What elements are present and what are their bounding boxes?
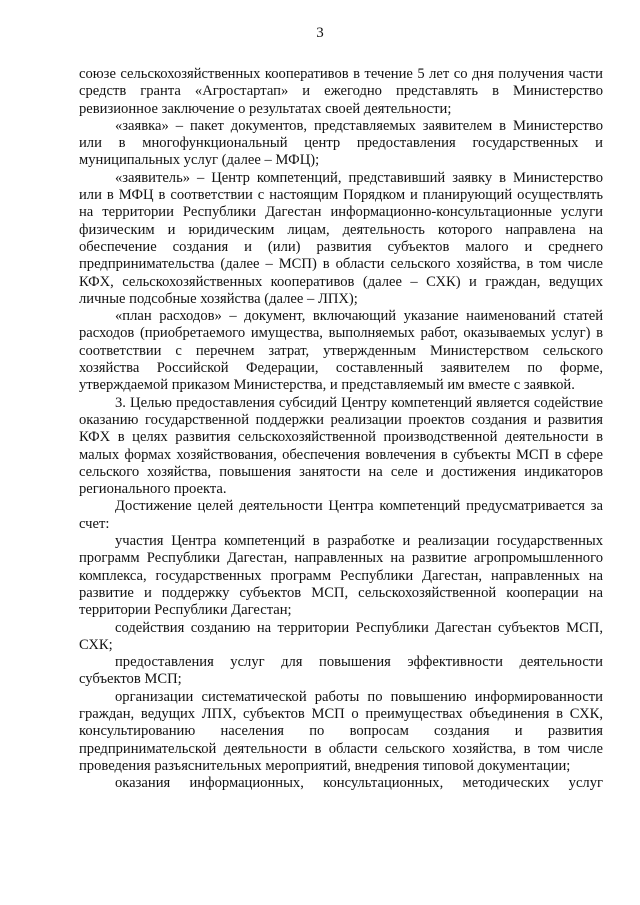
paragraph-goal-consulting: оказания информационных, консультационных, методических услуг [115,775,603,792]
paragraph-definition-plan-raskhodov: «план расходов» – документ, включающий указание наименований статей расходов (приобретаемого имущества, выполняемых работ, оказываемых услуг) в соответствии с перечнем затрат, утвержденным Министерством сельского хозяйства Российской Федерации, составленный заявителем по форме, утверждаемой приказом Министерства, и представляемый им вместе с заявкой. [79,308,603,394]
paragraph-clause-3: 3. Целью предоставления субсидий Центру компетенций является содействие оказанию государственной поддержки реализации проектов создания и развития КФХ в целях развития сельскохозяйственной производственной деятельности в малых формах хозяйствования, обеспечения вовлечения в субъекты МСП в сфере сельского хозяйства, повышения занятости на селе и достижения индикаторов регионального проекта. [79,394,603,498]
paragraph-goal-participation: участия Центра компетенций в разработке и реализации государственных программ Республики Дагестан, направленных на развитие агропромышленного комплекса, государственных программ Республики Дагестан, направленных на развитие и поддержку субъектов МСП, сельскохозяйственной кооперации на территории Республики Дагестан; [79,533,603,619]
paragraph-goal-awareness: организации систематической работы по повышению информированности граждан, ведущих ЛПХ, субъектов МСП о преимуществах объединения в СХК, консультированию населения по вопросам создания и развития предпринимательской деятельности в области сельского хозяйства, в том числе проведения разъяснительных мероприятий, внедрения типовой документации; [79,688,603,774]
document-body [79,66,603,792]
paragraph-goal-creation: содействия созданию на территории Республики Дагестан субъектов МСП, СХК; [79,619,603,653]
paragraph-goals-intro: Достижение целей деятельности Центра компетенций предусматривается за счет: [79,498,603,532]
paragraph-goal-services: предоставления услуг для повышения эффективности деятельности субъектов МСП; [79,654,603,688]
paragraph-continuation: союзе сельскохозяйственных кооперативов в течение 5 лет со дня получения части средств гранта «Агростартап» и ежегодно представлять в Министерство ревизионное заключение о результатах своей деятельности; [79,66,603,117]
page-number: 3 [316,25,324,41]
paragraph-definition-zayavitel: «заявитель» – Центр компетенций, представивший заявку в Министерство или в МФЦ в соответствии с настоящим Порядком и планирующий осуществлять на территории Республики Дагестан информационно-консультационные услуги физическим и юридическим лицам, деятельность которого направлена на обеспечение создания и (или) развития субъектов малого и среднего предпринимательства (далее – МСП) в области сельского хозяйства, в том числе КФХ, сельскохозяйственных кооперативов (далее – СХК) и граждан, ведущих личные подсобные хозяйства (далее – ЛПХ); [79,169,603,307]
paragraph-definition-zayavka: «заявка» – пакет документов, представляемых заявителем в Министерство или в многофункциональный центр предоставления государственных и муниципальных услуг (далее – МФЦ); [79,117,603,169]
